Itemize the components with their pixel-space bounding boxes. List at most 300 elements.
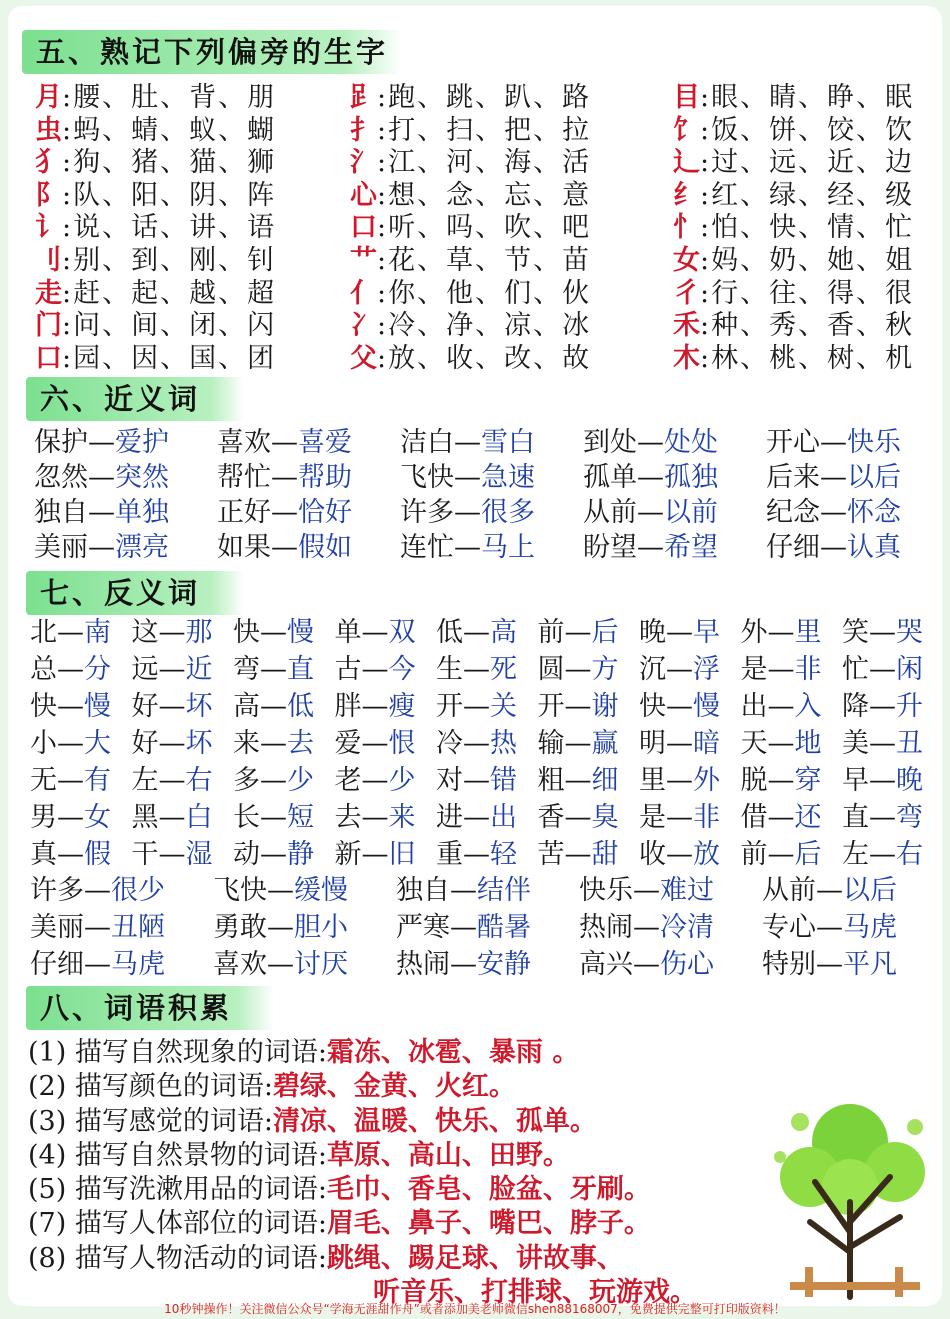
antonym-dash: — xyxy=(463,617,490,648)
synonym-word: 喜欢 xyxy=(217,427,271,458)
synonym-word: 帮忙 xyxy=(217,462,271,493)
accumulation-label: (3) 描写感觉的词语: xyxy=(28,1105,273,1137)
synonym-word: 后来 xyxy=(766,462,820,493)
synonym-dash: — xyxy=(454,427,481,458)
synonym-dash: — xyxy=(820,532,847,563)
antonym-dash: — xyxy=(666,691,693,722)
antonym-answer: 低 xyxy=(287,691,314,722)
antonym-phrase-pair xyxy=(762,872,945,909)
synonym-pair xyxy=(400,530,583,565)
accumulation-words: 碧绿、金黄、火红。 xyxy=(272,1071,516,1103)
antonym-phrase-answer: 冷清 xyxy=(660,912,714,943)
antonym-pair xyxy=(30,799,132,836)
synonym-pair xyxy=(34,460,217,495)
synonym-word: 美丽 xyxy=(34,532,88,563)
antonym-phrase-word: 快乐 xyxy=(579,875,633,906)
antonym-dash: — xyxy=(158,691,186,722)
synonym-word: 连忙 xyxy=(400,532,454,563)
synonym-answer: 孤独 xyxy=(664,462,718,493)
antonym-phrase-pair xyxy=(213,909,396,946)
antonym-dash: — xyxy=(361,839,389,870)
antonym-dash: — xyxy=(869,802,896,833)
antonym-phrase-pair xyxy=(579,872,762,909)
radical-row xyxy=(668,115,914,148)
synonym-dash: — xyxy=(454,462,481,493)
antonym-dash: — xyxy=(767,654,795,685)
radical-characters: :蚂、蜻、蚁、蝴 xyxy=(62,114,277,146)
radical-row xyxy=(668,212,914,245)
synonym-row xyxy=(34,530,949,565)
antonym-answer: 浮 xyxy=(693,654,720,685)
antonym-dash: — xyxy=(564,617,592,648)
radical-glyph: 父 xyxy=(350,342,377,374)
antonym-phrase-answer: 讨厌 xyxy=(294,949,348,980)
section-title-radicals: 五、熟记下列偏旁的生字 xyxy=(22,30,402,74)
antonym-answer: 直 xyxy=(287,654,314,685)
antonym-pair xyxy=(335,762,437,799)
synonym-answer: 马上 xyxy=(481,532,535,563)
antonym-phrase-row xyxy=(30,872,945,909)
antonym-dash: — xyxy=(767,617,795,648)
antonym-pair xyxy=(741,725,843,762)
radical-glyph: 讠 xyxy=(35,212,62,244)
synonym-answer: 假如 xyxy=(298,532,352,563)
synonym-word: 孤单 xyxy=(583,462,637,493)
antonym-answer: 热 xyxy=(490,728,517,759)
accumulation-label: (5) 描写洗漱用品的词语: xyxy=(28,1174,327,1206)
radical-row xyxy=(30,245,276,278)
antonym-answer: 少 xyxy=(287,765,314,796)
radical-characters: :听、吗、吹、吧 xyxy=(377,212,592,244)
footer-notice: 10秒钟操作！关注微信公众号“学海无涯甜作舟”或者添加美老师微信shen88168007，免费提供完整可打印版资料！ xyxy=(164,1302,786,1316)
antonym-phrase-word: 喜欢 xyxy=(213,949,267,980)
radical-characters: :你、他、们、伙 xyxy=(377,277,592,309)
antonym-word: 左 xyxy=(842,839,869,870)
antonym-word: 多 xyxy=(233,765,260,796)
antonym-phrase-answer: 胆小 xyxy=(294,912,348,943)
radical-glyph: 走 xyxy=(35,277,62,309)
radical-glyph: 虫 xyxy=(35,114,62,146)
antonym-phrase-dash: — xyxy=(84,912,111,943)
antonym-answer: 穿 xyxy=(794,765,822,796)
radical-row xyxy=(30,278,276,311)
synonym-pair xyxy=(583,425,766,460)
synonym-dash: — xyxy=(88,497,115,528)
antonym-phrase-pair xyxy=(213,946,396,983)
antonym-phrase-word: 热闹 xyxy=(396,949,450,980)
antonym-pair xyxy=(639,725,741,762)
radical-column xyxy=(668,82,914,375)
antonym-word: 左 xyxy=(131,765,159,796)
antonym-word: 真 xyxy=(30,839,57,870)
antonym-word: 前 xyxy=(740,839,768,870)
radical-row xyxy=(668,147,914,180)
radical-glyph: 木 xyxy=(673,342,700,374)
antonym-dash: — xyxy=(767,728,795,759)
radical-characters: :行、往、得、很 xyxy=(700,277,915,309)
antonym-pair xyxy=(639,688,741,725)
antonym-dash: — xyxy=(158,728,186,759)
synonym-dash: — xyxy=(820,462,847,493)
radical-characters: :江、河、海、活 xyxy=(377,147,592,179)
antonym-word: 黑 xyxy=(131,802,159,833)
antonym-pair xyxy=(741,762,843,799)
synonym-pair xyxy=(217,530,400,565)
radical-characters: :腰、肚、背、朋 xyxy=(62,82,277,113)
antonym-phrase-pair xyxy=(579,946,762,983)
antonym-answer: 谢 xyxy=(591,691,619,722)
antonym-word: 冷 xyxy=(436,728,463,759)
radical-row xyxy=(30,147,276,180)
radical-row xyxy=(30,115,276,148)
antonym-word: 粗 xyxy=(537,765,565,796)
antonym-pair xyxy=(335,836,437,873)
radical-characters: :红、绿、经、级 xyxy=(700,179,915,211)
radical-characters: :说、话、讲、语 xyxy=(62,212,277,244)
synonym-answer: 怀念 xyxy=(847,497,901,528)
antonym-word: 里 xyxy=(639,765,666,796)
accumulation-item xyxy=(28,1207,697,1241)
accumulation-words: 跳绳、踢足球、讲故事、 xyxy=(326,1242,624,1274)
antonym-dash: — xyxy=(869,691,896,722)
radical-characters: :赶、起、越、超 xyxy=(62,277,277,309)
antonym-pair xyxy=(538,836,640,873)
antonym-phrase-dash: — xyxy=(450,949,477,980)
antonym-answer: 非 xyxy=(693,802,720,833)
antonym-answer: 坏 xyxy=(185,728,213,759)
antonym-word: 长 xyxy=(233,802,260,833)
antonym-dash: — xyxy=(564,691,592,722)
radical-glyph: 禾 xyxy=(673,310,700,342)
synonym-answer: 急速 xyxy=(481,462,535,493)
antonym-answer: 赢 xyxy=(591,728,619,759)
antonym-phrase-dash: — xyxy=(84,949,111,980)
antonym-word: 圆 xyxy=(537,654,565,685)
antonym-pair xyxy=(741,799,843,836)
radical-row xyxy=(345,180,591,213)
antonym-answer: 静 xyxy=(287,839,314,870)
antonym-pair xyxy=(842,725,944,762)
antonym-pair xyxy=(538,614,640,651)
antonym-pair xyxy=(741,688,843,725)
antonym-word: 干 xyxy=(131,839,159,870)
antonym-phrase-row xyxy=(30,909,945,946)
antonym-answer: 大 xyxy=(84,728,111,759)
radical-row xyxy=(345,245,591,278)
antonym-pair xyxy=(538,725,640,762)
radical-glyph: 饣 xyxy=(673,114,700,146)
antonym-dash: — xyxy=(564,802,592,833)
antonym-answer: 入 xyxy=(794,691,822,722)
antonym-word: 高 xyxy=(233,691,260,722)
antonym-dash: — xyxy=(564,728,592,759)
antonym-dash: — xyxy=(463,654,490,685)
antonym-pair xyxy=(842,651,944,688)
antonym-answer: 坏 xyxy=(185,691,213,722)
antonym-dash: — xyxy=(361,617,389,648)
antonym-pair xyxy=(639,614,741,651)
antonym-word: 好 xyxy=(131,728,159,759)
radical-column xyxy=(345,82,591,375)
antonym-word: 快 xyxy=(639,691,666,722)
radical-characters: :想、念、忘、意 xyxy=(377,179,592,211)
radical-row xyxy=(30,310,276,343)
antonym-answer: 地 xyxy=(794,728,822,759)
antonym-word: 好 xyxy=(131,691,159,722)
antonym-word: 收 xyxy=(639,839,666,870)
synonym-dash: — xyxy=(637,497,664,528)
antonym-dash: — xyxy=(767,802,795,833)
antonym-phrase-dash: — xyxy=(267,912,294,943)
antonym-row xyxy=(30,799,944,836)
antonym-answer: 女 xyxy=(84,802,111,833)
synonym-row xyxy=(34,495,949,530)
radical-glyph: 口 xyxy=(35,342,62,374)
antonym-pair xyxy=(132,651,234,688)
synonym-answer: 希望 xyxy=(664,532,718,563)
antonym-pair xyxy=(436,799,538,836)
antonym-phrase-word: 高兴 xyxy=(579,949,633,980)
synonym-dash: — xyxy=(820,427,847,458)
antonym-word: 来 xyxy=(233,728,260,759)
antonym-phrase-dash: — xyxy=(450,875,477,906)
radical-characters: :别、到、刚、钊 xyxy=(62,244,277,276)
antonym-dash: — xyxy=(767,839,795,870)
antonym-answer: 有 xyxy=(84,765,111,796)
antonym-answer: 近 xyxy=(185,654,213,685)
antonym-pair xyxy=(436,688,538,725)
antonym-answer: 假 xyxy=(84,839,111,870)
antonym-word: 古 xyxy=(334,654,362,685)
radical-row xyxy=(668,343,914,376)
antonym-answer: 甜 xyxy=(591,839,619,870)
synonym-dash: — xyxy=(637,462,664,493)
antonym-dash: — xyxy=(158,617,186,648)
antonym-pair xyxy=(741,614,843,651)
antonym-row xyxy=(30,836,944,873)
radical-row xyxy=(30,180,276,213)
antonym-phrase-row xyxy=(30,946,945,983)
antonym-pair xyxy=(30,651,132,688)
antonym-answer: 外 xyxy=(693,765,720,796)
antonym-phrase-word: 严寒 xyxy=(396,912,450,943)
synonym-pair xyxy=(217,425,400,460)
antonym-phrase-pair xyxy=(396,946,579,983)
radical-characters: :狗、猪、猫、狮 xyxy=(62,147,277,179)
synonym-word: 洁白 xyxy=(400,427,454,458)
accumulation-item xyxy=(28,1070,697,1104)
radical-glyph: 心 xyxy=(350,179,377,211)
radical-glyph: 𧾷 xyxy=(350,82,377,113)
synonym-word: 正好 xyxy=(217,497,271,528)
radical-glyph: 刂 xyxy=(35,244,62,276)
synonym-pair xyxy=(217,495,400,530)
antonym-dash: — xyxy=(260,691,287,722)
antonym-pair xyxy=(639,799,741,836)
antonym-word: 忙 xyxy=(842,654,869,685)
antonym-pair xyxy=(639,762,741,799)
radical-characters: :饭、饼、饺、饮 xyxy=(700,114,915,146)
antonym-answer: 哭 xyxy=(896,617,923,648)
antonym-answer: 分 xyxy=(84,654,111,685)
antonym-word: 开 xyxy=(436,691,463,722)
antonym-pair xyxy=(335,688,437,725)
antonym-answer: 晚 xyxy=(896,765,923,796)
accumulation-label: (4) 描写自然景物的词语: xyxy=(28,1139,327,1171)
antonym-word: 外 xyxy=(740,617,768,648)
antonym-double-table xyxy=(30,872,945,983)
antonym-dash: — xyxy=(158,802,186,833)
radical-characters: :问、间、闭、闪 xyxy=(62,310,277,342)
antonym-phrase-word: 特别 xyxy=(762,949,816,980)
antonym-pair xyxy=(436,836,538,873)
synonym-answer: 突然 xyxy=(115,462,169,493)
synonym-row xyxy=(34,460,949,495)
radical-glyph: 艹 xyxy=(350,244,377,276)
synonym-pair xyxy=(766,495,949,530)
synonym-pair xyxy=(583,530,766,565)
radical-glyph: 月 xyxy=(35,82,62,113)
synonym-answer: 帮助 xyxy=(298,462,352,493)
antonym-dash: — xyxy=(869,728,896,759)
antonym-pair xyxy=(233,836,335,873)
antonym-answer: 暗 xyxy=(693,728,720,759)
synonym-word: 许多 xyxy=(400,497,454,528)
antonym-phrase-dash: — xyxy=(816,875,843,906)
antonym-pair xyxy=(639,651,741,688)
synonym-dash: — xyxy=(88,532,115,563)
antonym-answer: 去 xyxy=(287,728,314,759)
antonym-row xyxy=(30,651,944,688)
antonym-phrase-dash: — xyxy=(816,949,843,980)
antonym-phrase-word: 美丽 xyxy=(30,912,84,943)
accumulation-item xyxy=(28,1105,697,1139)
antonym-answer: 升 xyxy=(896,691,923,722)
section-title-accumulation: 八、词语积累 xyxy=(26,986,274,1030)
synonym-pair xyxy=(766,460,949,495)
antonym-word: 总 xyxy=(30,654,57,685)
synonym-answer: 快乐 xyxy=(847,427,901,458)
antonym-word: 明 xyxy=(639,728,666,759)
radical-row xyxy=(668,82,914,115)
antonym-pair xyxy=(538,688,640,725)
synonym-dash: — xyxy=(454,497,481,528)
radical-glyph: 门 xyxy=(35,310,62,342)
antonym-answer: 湿 xyxy=(185,839,213,870)
synonym-dash: — xyxy=(637,427,664,458)
antonym-dash: — xyxy=(666,839,693,870)
word-accumulation-list xyxy=(28,1036,697,1310)
antonym-word: 沉 xyxy=(639,654,666,685)
radical-column xyxy=(30,82,276,375)
antonym-pair xyxy=(335,651,437,688)
antonym-dash: — xyxy=(158,765,186,796)
antonym-word: 新 xyxy=(334,839,362,870)
synonym-dash: — xyxy=(271,532,298,563)
antonym-phrase-pair xyxy=(396,872,579,909)
antonym-answer: 里 xyxy=(794,617,822,648)
antonym-pair xyxy=(538,799,640,836)
antonym-row xyxy=(30,762,944,799)
synonym-answer: 以后 xyxy=(847,462,901,493)
antonym-dash: — xyxy=(158,654,186,685)
radical-characters: :林、桃、树、机 xyxy=(700,342,915,374)
antonym-phrase-word: 从前 xyxy=(762,875,816,906)
antonym-word: 胖 xyxy=(334,691,362,722)
antonym-dash: — xyxy=(463,691,490,722)
antonym-answer: 那 xyxy=(185,617,213,648)
antonym-dash: — xyxy=(260,765,287,796)
antonym-phrase-dash: — xyxy=(450,912,477,943)
antonym-pair xyxy=(233,725,335,762)
antonym-word: 动 xyxy=(233,839,260,870)
antonym-answer: 慢 xyxy=(693,691,720,722)
antonym-answer: 臭 xyxy=(591,802,619,833)
antonym-phrase-answer: 马虎 xyxy=(111,949,165,980)
radical-glyph: 阝 xyxy=(35,179,62,211)
antonym-word: 是 xyxy=(740,654,768,685)
antonym-word: 生 xyxy=(436,654,463,685)
antonym-answer: 后 xyxy=(591,617,619,648)
antonym-answer: 今 xyxy=(388,654,416,685)
antonym-phrase-word: 热闹 xyxy=(579,912,633,943)
antonym-word: 重 xyxy=(436,839,463,870)
antonym-phrase-word: 专心 xyxy=(762,912,816,943)
antonym-pair xyxy=(30,614,132,651)
antonym-phrase-answer: 缓慢 xyxy=(294,875,348,906)
antonym-dash: — xyxy=(869,839,896,870)
antonym-phrase-pair xyxy=(579,909,762,946)
synonym-word: 仔细 xyxy=(766,532,820,563)
radical-row xyxy=(345,212,591,245)
antonym-answer: 关 xyxy=(490,691,517,722)
synonym-dash: — xyxy=(271,427,298,458)
antonym-word: 北 xyxy=(30,617,57,648)
antonym-word: 进 xyxy=(436,802,463,833)
antonym-phrase-answer: 安静 xyxy=(477,949,531,980)
antonym-answer: 还 xyxy=(794,802,822,833)
antonym-answer: 恨 xyxy=(388,728,416,759)
antonym-word: 爱 xyxy=(334,728,362,759)
synonym-answer: 认真 xyxy=(847,532,901,563)
antonym-answer: 出 xyxy=(490,802,517,833)
antonym-dash: — xyxy=(767,765,795,796)
accumulation-words: 毛巾、香皂、脸盆、牙刷。 xyxy=(326,1174,651,1206)
synonym-pair xyxy=(766,530,949,565)
antonym-dash: — xyxy=(361,802,389,833)
radical-characters: :队、阳、阴、阵 xyxy=(62,179,277,211)
synonym-word: 如果 xyxy=(217,532,271,563)
antonym-answer: 旧 xyxy=(388,839,416,870)
antonym-dash: — xyxy=(361,654,389,685)
antonym-phrase-dash: — xyxy=(633,912,660,943)
antonym-word: 低 xyxy=(436,617,463,648)
antonym-answer: 轻 xyxy=(490,839,517,870)
synonym-pair xyxy=(400,495,583,530)
antonym-pair xyxy=(132,614,234,651)
accumulation-item xyxy=(28,1242,697,1276)
antonym-word: 笑 xyxy=(842,617,869,648)
antonym-answer: 少 xyxy=(388,765,416,796)
accumulation-words: 草原、高山、田野。 xyxy=(326,1139,570,1171)
radical-row xyxy=(345,115,591,148)
synonym-answer: 喜爱 xyxy=(298,427,352,458)
antonym-word: 早 xyxy=(842,765,869,796)
antonym-dash: — xyxy=(158,839,186,870)
radical-characters: :冷、净、凉、冰 xyxy=(377,310,592,342)
antonym-dash: — xyxy=(463,728,490,759)
antonym-phrase-pair xyxy=(30,909,213,946)
